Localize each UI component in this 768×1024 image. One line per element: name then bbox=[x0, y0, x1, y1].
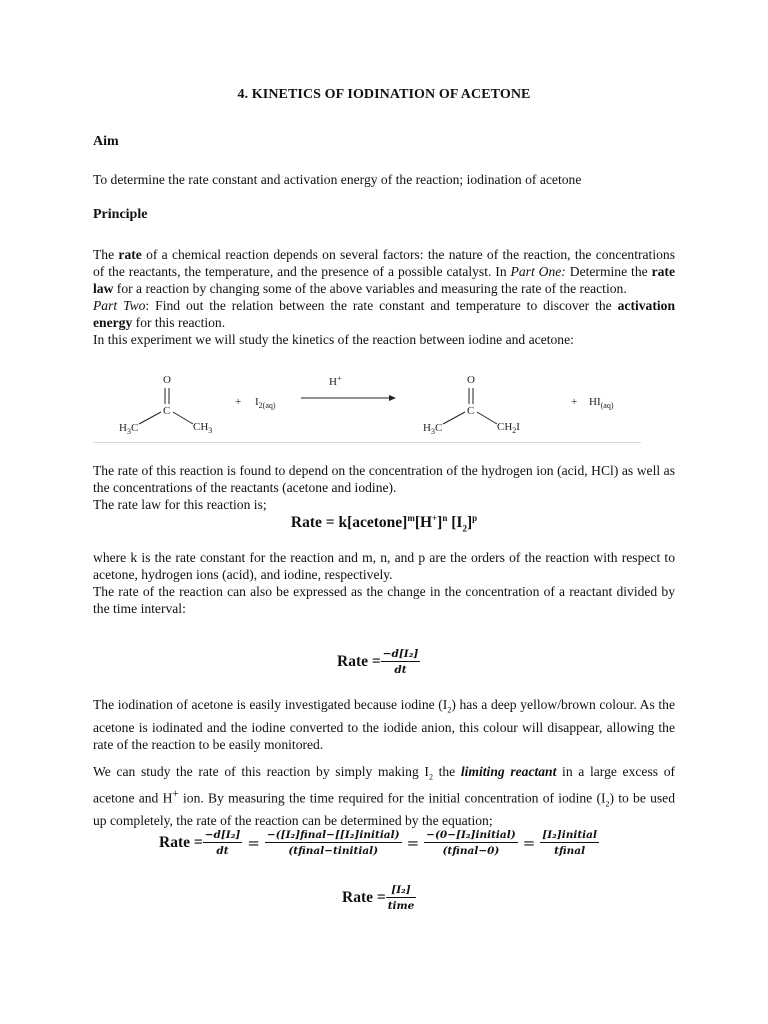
reactant-ch3-label: CH bbox=[193, 421, 209, 433]
product-ch2i-label: CH bbox=[497, 421, 513, 433]
product-h3c-label: H bbox=[423, 422, 431, 434]
rate-time-equation: Rate = $\frac{\text{[I₂]}}{\text{time}}$ bbox=[342, 884, 415, 912]
svg-text:I2(aq): $I_{2(aq)}$ bbox=[255, 396, 276, 410]
rate-derivation-equation: Rate = $\frac{\text{−d[I₂]}}{dt}$ = $\frac{\text{−([I₂]final−[[I₂]initial)}}{\text{(tfinal−tinitial)}}$ = $\frac{\text{−(0−[I₂]initial)}}{\text{(tfinal−0)}}$ = $\frac{\text{[I₂]initial}}{\text{tfinal}}$ bbox=[159, 829, 597, 857]
principle-paragraph: The rate of a chemical reaction depends on several factors: the nature of the reaction, the concentrations of the reactants, the temperature, and the presence of a possible catalyst. In Part One: Determine the rate law for a reaction by changing some of the above variables and measuring the rate of the reaction. Part Two: Find out the relation between the rate constant and temperature to discover the activation energy for this reaction. In this experiment we will study the kinetics of the reaction between iodine and acetone: bbox=[93, 247, 675, 347]
aim-text: To determine the rate constant and activation energy of the reaction; iodination of acetone bbox=[93, 172, 582, 187]
svg-text:HI(aq): $HI_{(aq)}$ bbox=[589, 396, 614, 410]
rate-dependence-paragraph: The rate of this reaction is found to depend on the concentration of the hydrogen ion (acid, HCl) as well as the concentrations of the reactants (acetone and iodine). The rate law for this reaction is; bbox=[93, 463, 675, 512]
aim-heading: Aim bbox=[93, 134, 119, 149]
svg-text:CH3: $CH_3$ bbox=[193, 421, 213, 435]
svg-text:H3C: $H_3C$ bbox=[119, 422, 139, 436]
rate-derivative-equation: Rate = $\frac{\text{−d[I₂]}}{dt}$ bbox=[337, 648, 419, 676]
reactant-h3c-label: H bbox=[119, 422, 127, 434]
reactant-carbon-label: C bbox=[163, 405, 171, 417]
iodination-paragraph: The iodination of acetone is easily investigated because iodine $(I_2)$ has a deep yellow/brown colour. As the acetone is iodinated and the iodine converted to the iodide anion, this colour will disappear, allowing the rate of the reaction to be easily monitored. bbox=[93, 697, 675, 752]
plus-sign-1: + bbox=[235, 396, 242, 408]
catalyst-label: H bbox=[329, 376, 337, 388]
iodine-label: I bbox=[255, 396, 259, 408]
principle-heading: Principle bbox=[93, 207, 148, 222]
limiting-reactant-paragraph: We can study the rate of this reaction by simply making $I_2$ the limiting reactant in a large excess of acetone and H+ ion. By measuring the time required for the initial concentration of iodine $(I_2)$ to be used up completely, the rate of the reaction can be determined by the equation; bbox=[93, 764, 676, 828]
svg-text:H3C: $H_3C$ bbox=[423, 422, 443, 436]
where-k-paragraph: where k is the rate constant for the reaction and m, n, and p are the orders of the reaction with respect to acetone, hydrogen ions (acid), and iodine, respectively. The rate of the reaction can also be expressed as the change in the concentration of a reactant divided by the time interval: bbox=[93, 550, 675, 616]
plus-sign-2: + bbox=[571, 396, 578, 408]
hi-label: HI bbox=[589, 396, 601, 408]
reactant-oxygen-label: O bbox=[163, 374, 171, 386]
page-title: 4. KINETICS OF IODINATION OF ACETONE bbox=[237, 87, 531, 102]
rate-law-equation: Rate = $k[acetone]^m[H^+]^n$ $[I_2]^p$ bbox=[290, 513, 478, 534]
product-oxygen-label: O bbox=[467, 374, 475, 386]
reaction-scheme bbox=[93, 372, 643, 436]
svg-text:CH2I: $CH_2I$ bbox=[497, 421, 520, 435]
divider-line bbox=[93, 442, 641, 443]
product-carbon-label: C bbox=[467, 405, 475, 417]
svg-text:H+: H+ bbox=[329, 374, 342, 388]
